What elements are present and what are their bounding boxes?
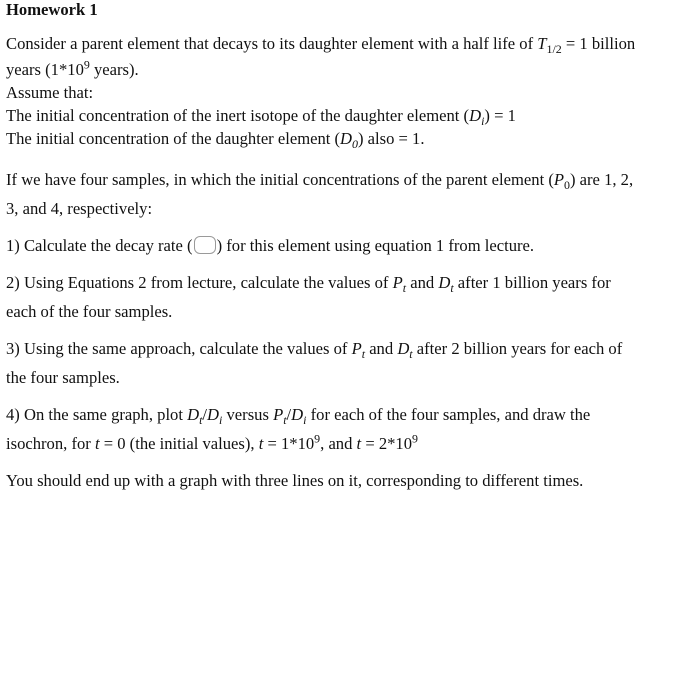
decay-rate-blank[interactable] bbox=[194, 236, 216, 254]
daughter-concentration-line: The initial concentration of the daughter element $(D_0)$ also = 1. bbox=[6, 129, 425, 152]
intro-line-1: Consider a parent element that decays to its daughter element with a half life of $T_{1/2} = 1$ billion bbox=[6, 34, 636, 57]
closing-instruction: You should end up with a graph with three lines on it, corresponding to different times. bbox=[6, 471, 584, 490]
inert-concentration-line: The initial concentration of the inert isotope of the daughter element $(D_i) = 1$ bbox=[6, 106, 516, 129]
question-3: 3) Using the same approach, calculate the values of $P_t$ and $D_t$ after 2 billion years for each of the four samples. bbox=[6, 339, 623, 387]
question-1: 1) Calculate the decay rate ( ) for this element using equation 1 from lecture. bbox=[6, 236, 535, 255]
samples-paragraph: If we have four samples, in which the initial concentrations of the parent element $(P_0)$ are 1, 2, 3, and 4, respectively: bbox=[6, 170, 634, 218]
question-4: 4) On the same graph, plot $D_t/D_i$ versus $P_t/D_i$ for each of the four samples, and draw the isochron, for t = 0 (the initial values), $t = 1*10^9$, and $t = 2*10^9$ bbox=[6, 405, 591, 453]
assume-label: Assume that: bbox=[6, 83, 94, 102]
question-2: 2) Using Equations 2 from lecture, calculate the values of $P_t$ and $D_t$ after 1 billion years for each of the four samples. bbox=[6, 273, 611, 321]
homework-document bbox=[6, 0, 694, 495]
page-title: Homework 1 bbox=[6, 0, 98, 19]
intro-line-2: years ($1*10^9$ years). bbox=[6, 57, 139, 79]
